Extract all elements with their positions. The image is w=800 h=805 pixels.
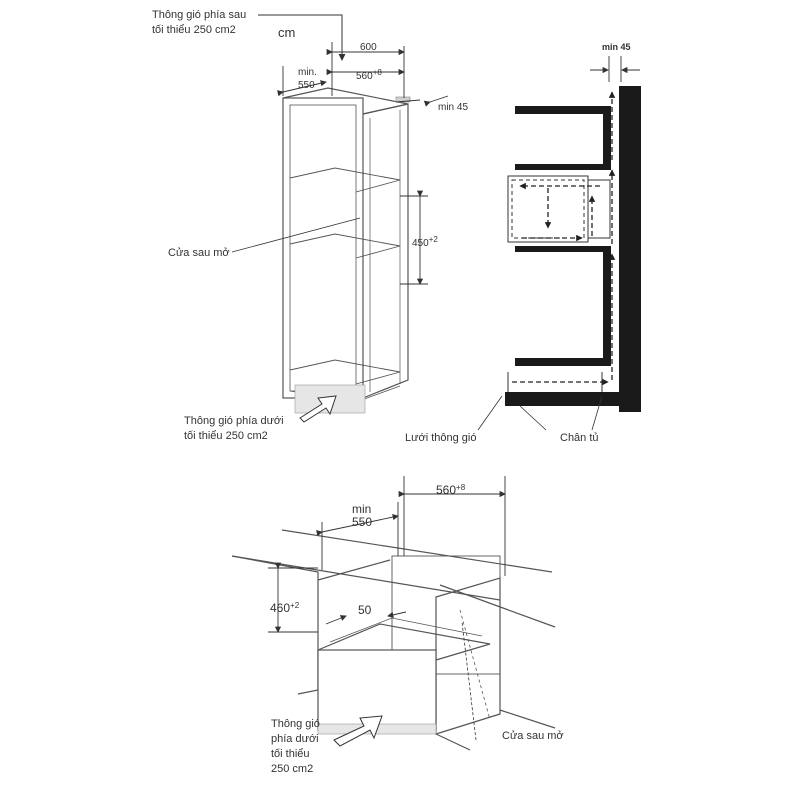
width-inner-label: $560^{+8}$ [356, 68, 382, 82]
uc-vent-line3: tối thiểu [271, 748, 310, 760]
rear-wall [619, 86, 641, 412]
plinth-label: Chân tủ [560, 432, 599, 444]
min-depth-line2: 550 [298, 80, 315, 91]
grille-label: Lưới thông gió [405, 432, 477, 444]
rear-gap-label: min 45 [438, 102, 469, 113]
bottom-vent-label-line2: tối thiểu 250 cm2 [184, 430, 268, 442]
under-counter-drawing [232, 530, 555, 750]
uc-width-label: $560^{+8}$ [436, 483, 466, 497]
upper-shelf [290, 168, 400, 192]
unit-label: cm [278, 25, 296, 40]
uc-min-depth-line2: 550 [352, 515, 373, 529]
cabinet-front-inner [290, 105, 356, 391]
right-cabinet [436, 578, 500, 734]
left-cabinet [232, 556, 318, 694]
rear-open-label: Cửa sau mở [168, 247, 230, 259]
uc-height-dimension [268, 568, 318, 632]
cabinet-top [283, 88, 408, 114]
uc-vent-line1: Thông gió [271, 718, 320, 730]
uc-gap-label: 50 [358, 603, 372, 617]
rear-vent-label-line2: tối thiểu 250 cm2 [152, 24, 236, 36]
niche-height-label: $450^{+2}$ [412, 235, 438, 249]
lower-cabinet-bottom [515, 358, 611, 366]
min-depth-line1: min. [298, 67, 317, 78]
uc-height-label: $460^{+2}$ [270, 601, 300, 615]
section-rear-gap-label: min 45 [602, 42, 631, 52]
lower-shelf [290, 234, 400, 258]
lower-cabinet-top [515, 246, 611, 252]
countertop-back [282, 530, 552, 572]
uc-rear-open-label: Cửa sau mở [502, 730, 564, 742]
bottom-shelf [290, 360, 400, 384]
uc-vent-line2: phía dưới [271, 733, 319, 745]
floor-block [505, 392, 619, 406]
upper-cabinet-bottom [515, 164, 611, 170]
tall-cabinet-drawing [283, 88, 410, 413]
cabinet-front-frame [283, 98, 363, 398]
uc-min-depth-line1: min [352, 502, 372, 516]
rear-vent-label-line1: Thông gió phía sau [152, 9, 247, 21]
width-outer-label: 600 [360, 42, 377, 53]
uc-vent-line4: 250 cm2 [271, 763, 314, 775]
upper-cabinet-top [515, 106, 611, 114]
bottom-vent-label-line1: Thông gió phía dưới [184, 415, 284, 427]
rear-vent-arrow [258, 15, 342, 60]
